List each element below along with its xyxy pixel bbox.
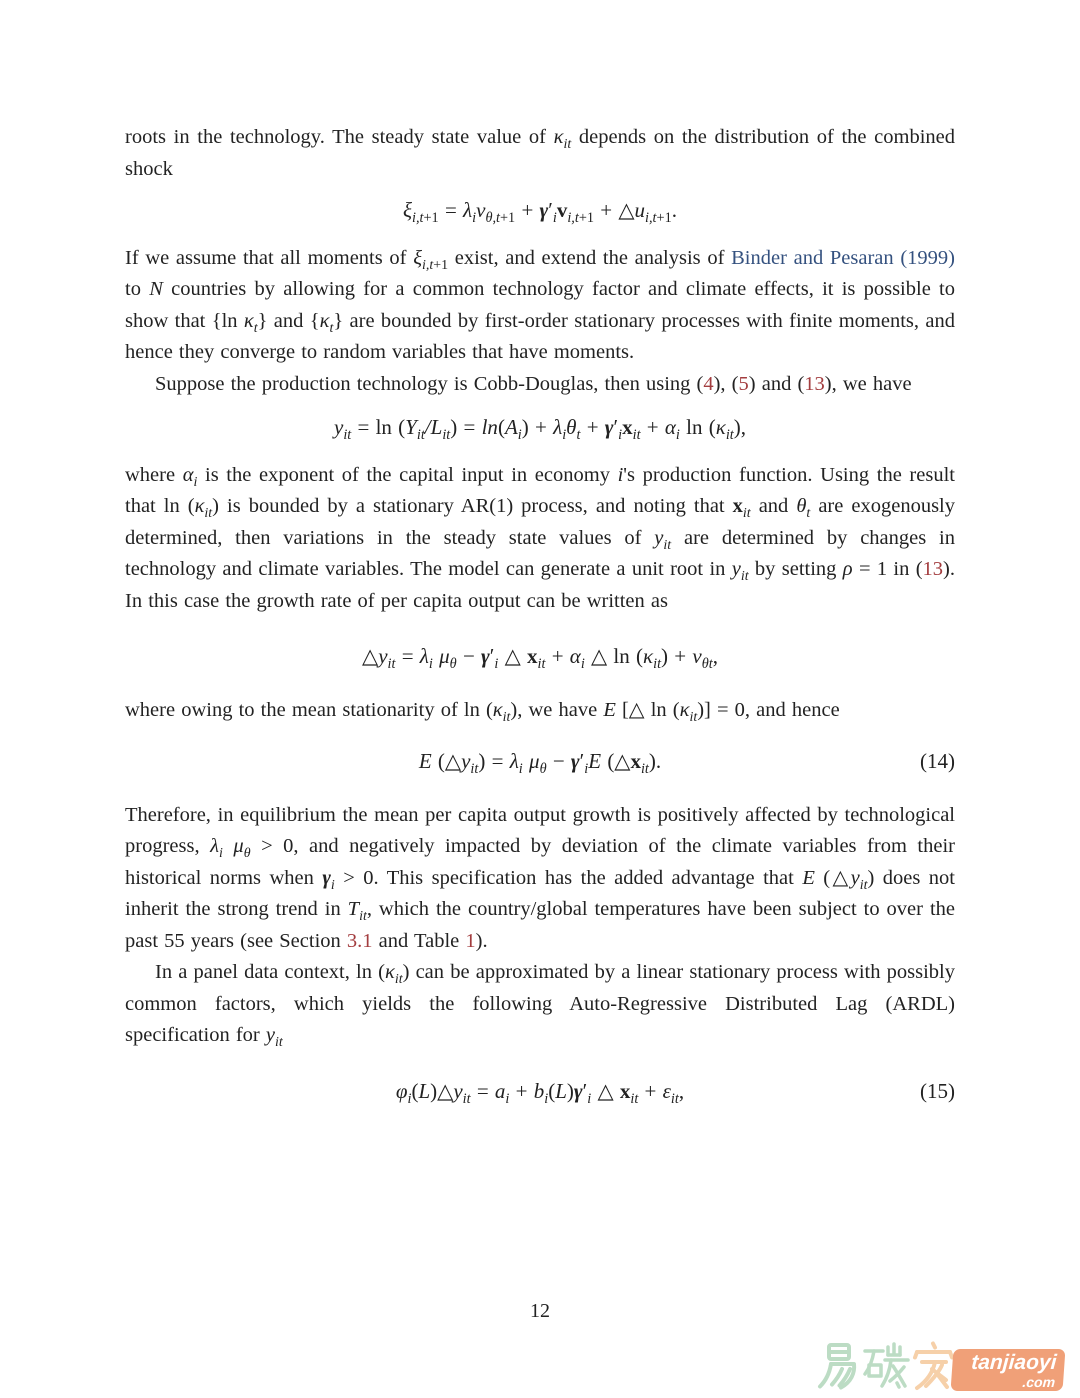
paragraph-cobb-douglas: Suppose the production technology is Cobb-Douglas, then using (4), (5) and (13), we have bbox=[155, 372, 912, 395]
equation-14 bbox=[125, 746, 955, 778]
equation-combined-shock bbox=[125, 195, 955, 227]
paragraph-mean-stationarity: where owing to the mean stationarity of $\ln (\kappa_{it})$, we have E [△ $\ln (\kappa_{it})] = 0$, and hence bbox=[125, 698, 840, 725]
cross-reference-link[interactable]: 13 bbox=[922, 558, 944, 580]
watermark-char-yi-icon bbox=[816, 1338, 866, 1394]
equation-production-function bbox=[125, 412, 955, 444]
equation-number-15: (15) bbox=[920, 1078, 955, 1103]
equation-15 bbox=[125, 1076, 955, 1108]
page-number: 12 bbox=[530, 1300, 550, 1322]
paragraph-equilibrium-growth: Therefore, in equilibrium the mean per capita output growth is positively affected by technological progress, $\lambda_i$ $\mu_\theta > 0$, and negatively impacted by deviation of the climate variables from their historical norms when $\gamma_i > 0$. This specification has the added advantage that E $(\triangle y_{it})$ does not inherit the strong trend in $T_{it}$, which the country/global temperatures have been subject to over the past 55 years (see Section 3.1 and Table 1). bbox=[125, 803, 955, 952]
watermark-site-name: tanjiaoyi bbox=[970, 1351, 1058, 1374]
equation-body: E $(\triangle y_{it}) = \lambda_i$ $\mu_\theta - \gamma'_iE$ $(\triangle x_{it})$. bbox=[418, 749, 662, 778]
watermark-char-tan-icon bbox=[862, 1338, 912, 1394]
paper-body bbox=[125, 122, 955, 1133]
cross-reference-link[interactable]: 13 bbox=[804, 372, 825, 395]
equation-number-14: (14) bbox=[920, 749, 955, 773]
cross-reference-link[interactable]: 3.1 bbox=[346, 929, 373, 952]
cross-reference-link[interactable]: 4 bbox=[703, 372, 714, 395]
watermark-site-badge bbox=[951, 1349, 1066, 1391]
paragraph-moments-assumption: If we assume that all moments of $\xi_{i,t+1}$ exist, and extend the analysis of Binder and Pesaran (1999) to N countries by allowing for a common technology factor and climate effects, it is possible to show that {ln $\kappa_t$} and $\{\kappa_t\}$ are bounded by first-order stationary processes with finite moments, and hence they converge to random variables that have moments. bbox=[125, 246, 955, 363]
equation-body: $\triangle y_{it} = \lambda_i$ $\mu_\theta - \gamma'_i$ △ $x_{it} + \alpha_i$ △ $\ln (\kappa_{it}) + v_{\theta t}$, bbox=[362, 644, 718, 673]
cross-reference-link[interactable]: 5 bbox=[738, 372, 749, 395]
equation-body: $\varphi_i(L)\triangle y_{it} = a_i + b_i(L)\gamma'_i$ △ $x_{it} + \varepsilon_{it}$, bbox=[395, 1078, 685, 1107]
equation-growth-rate bbox=[125, 641, 955, 673]
citation-link[interactable]: (1999) bbox=[900, 246, 955, 269]
paragraph-capital-exponent: where $\alpha_i$ is the exponent of the capital input in economy i's production function. Using the result that $\ln (\kappa_{it})$ is bounded by a stationary AR(1) process, and noting that $x_{it}$ and $\theta_t$ are exogenously determined, then variations in the steady state values of $y_{it}$ are determined by changes in technology and climate variables. The model can generate a unit root in $y_{it}$ by setting ρ = 1 in (13). In this case the growth rate of per capita output can be written as bbox=[125, 463, 955, 612]
paragraph-panel-data-ardl: In a panel data context, $\ln (\kappa_{it})$ can be approximated by a linear stationary process with possibly common factors, which yields the following Auto-Regressive Distributed Lag (ARDL) specification for $y_{it}$ bbox=[125, 961, 955, 1051]
equation-body: $y_{it} = \ln (Y_{it}/L_{it}) = \ln(A_i) + \lambda_i\theta_t + \gamma'_ix_{it} + \alpha_i$ $\ln (\kappa_{it})$, bbox=[333, 415, 746, 444]
watermark-site-tld: .com bbox=[1021, 1374, 1056, 1390]
cross-reference-link[interactable]: 1 bbox=[465, 929, 476, 952]
watermark bbox=[820, 1338, 1064, 1394]
equation-body: $\xi_{i,t+1} = \lambda_iv_{\theta,t+1} + \gamma'_iv_{i,t+1}$ + $\triangle u_{i,t+1}$. bbox=[403, 198, 677, 227]
paragraph-steady-state: roots in the technology. The steady state value of $\kappa_{it}$ depends on the distribution of the combined shock bbox=[125, 126, 955, 180]
citation-link[interactable]: Binder and Pesaran bbox=[731, 246, 894, 269]
